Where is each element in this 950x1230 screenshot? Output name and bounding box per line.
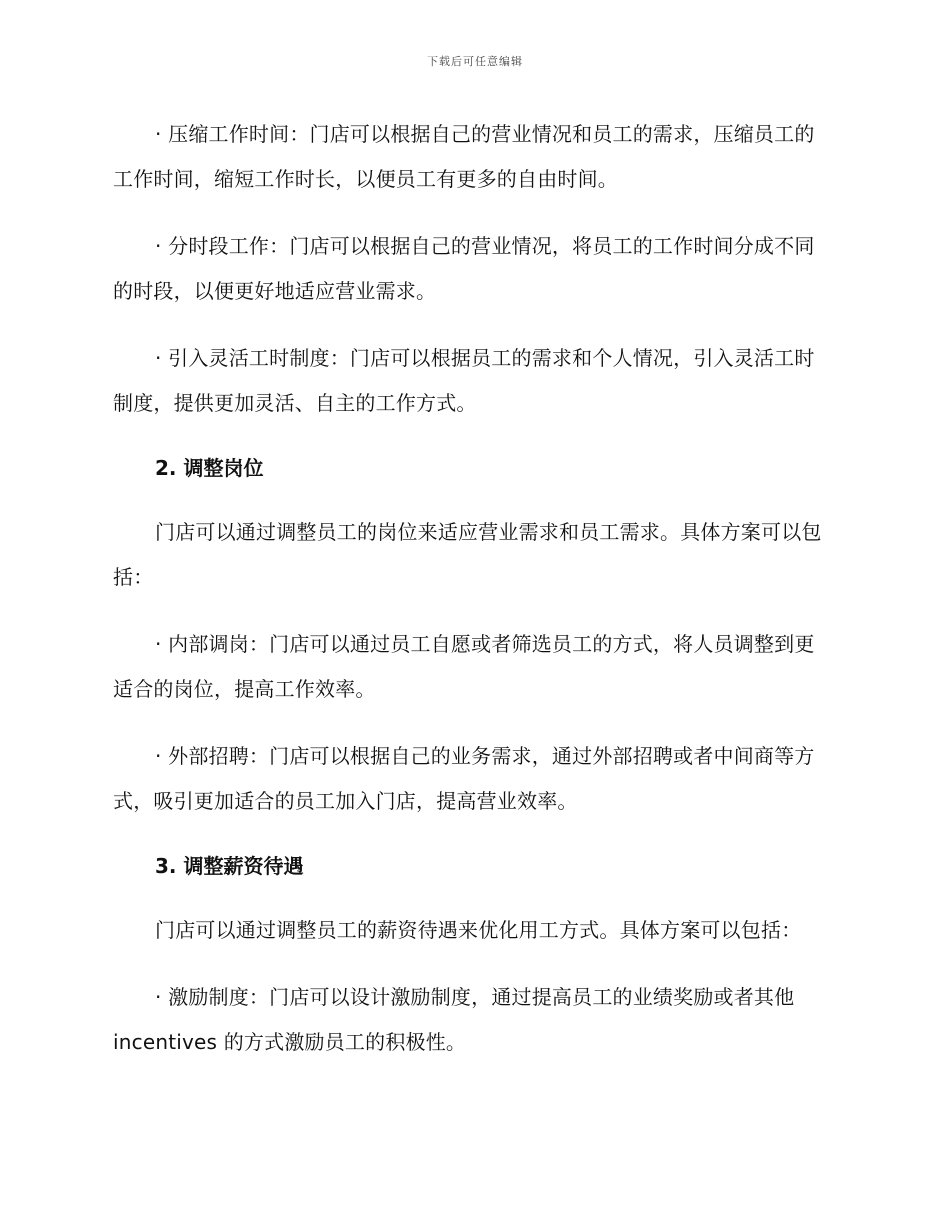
section-heading-adjust-positions: 2. 调整岗位 [155, 456, 264, 480]
page-header: 下载后可任意编辑 [427, 55, 523, 68]
bullet-flexible-hours: · 引入灵活工时制度：门店可以根据员工的需求和个人情况，引入灵活工时制度，提供更加灵活、自主的工作方式。 [113, 346, 815, 415]
intro-adjust-positions: 门店可以通过调整员工的岗位来适应营业需求和员工需求。具体方案可以包括： [113, 520, 822, 589]
document-body [113, 112, 833, 1087]
intro-adjust-pay: 门店可以通过调整员工的薪资待遇来优化用工方式。具体方案可以包括： [155, 918, 802, 942]
bullet-internal-transfer: · 内部调岗：门店可以通过员工自愿或者筛选员工的方式，将人员调整到更适合的岗位，提高工作效率。 [113, 632, 815, 701]
bullet-compress-hours: · 压缩工作时间：门店可以根据自己的营业情况和员工的需求，压缩员工的工作时间，缩短工作时长，以便员工有更多的自由时间。 [113, 122, 815, 191]
section-heading-adjust-pay: 3. 调整薪资待遇 [155, 854, 304, 878]
bullet-incentive-system: · 激励制度：门店可以设计激励制度，通过提高员工的业绩奖励或者其他 incentives 的方式激励员工的积极性。 [113, 985, 795, 1054]
bullet-shift-segments: · 分时段工作：门店可以根据自己的营业情况，将员工的工作时间分成不同的时段，以便更好地适应营业需求。 [113, 234, 815, 303]
bullet-external-recruiting: · 外部招聘：门店可以根据自己的业务需求，通过外部招聘或者中间商等方式，吸引更加适合的员工加入门店，提高营业效率。 [113, 744, 815, 813]
